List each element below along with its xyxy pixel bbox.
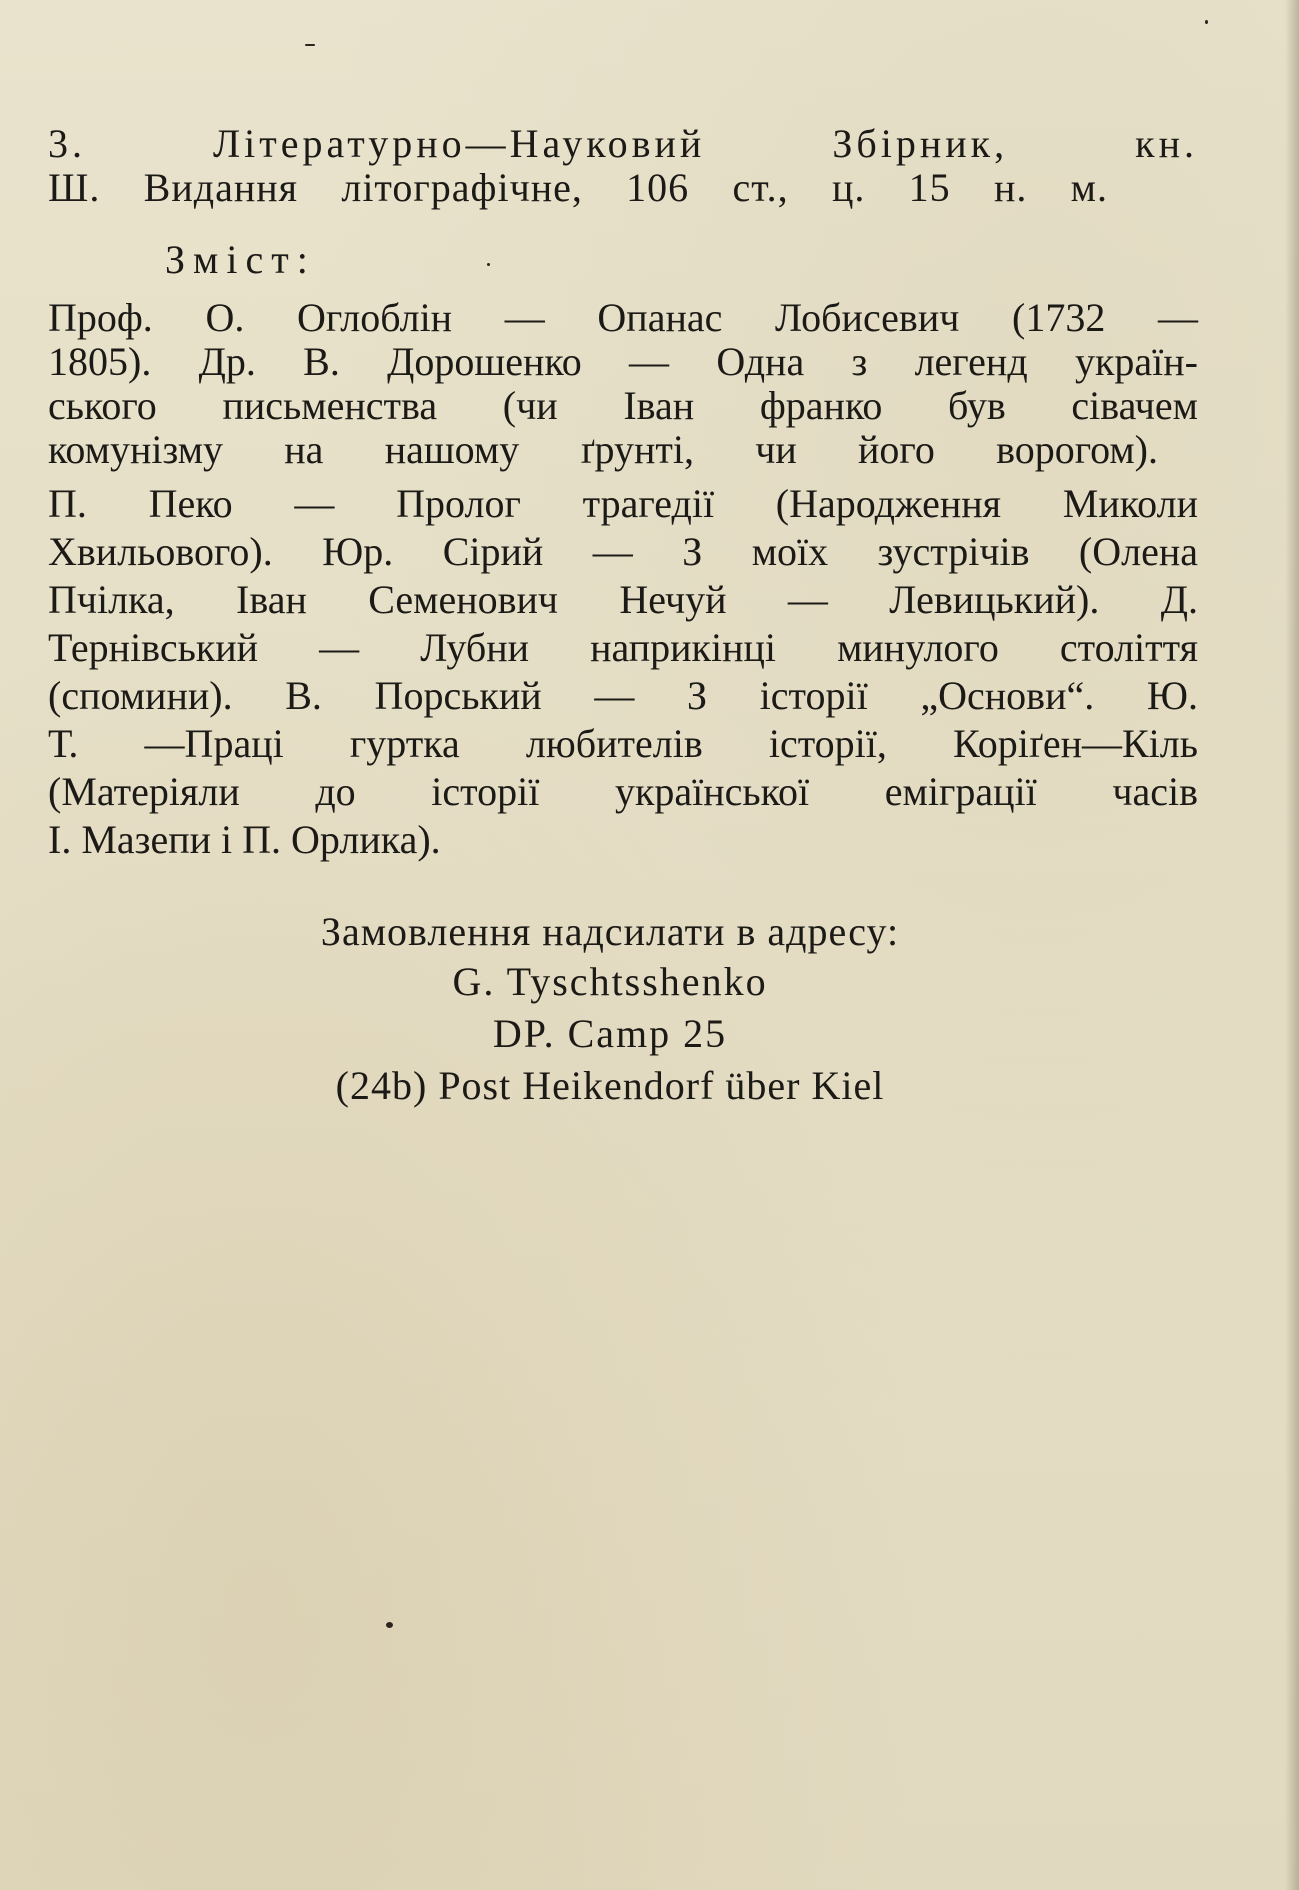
contents-line: (Матеріяли до історії української еміграції часів (48, 769, 1198, 814)
contents-line: Проф. О. Оглоблін — Опанас Лобисевич (1732 — (48, 295, 1198, 340)
contents-line: Т. —Праці гуртка любителів історії, Коріґен—Кіль (48, 721, 1198, 766)
entry-edition-line: Ш. Видання літографічне, 106 ст., ц. 15 н. м. (48, 165, 1108, 210)
ink-speck (1205, 20, 1208, 24)
contents-line: (спомини). В. Порський — З історії „Основи“. Ю. (48, 673, 1198, 718)
contents-heading: Зміст: (165, 237, 316, 282)
contents-line: ського письменства (чи Іван франко був сівачем (48, 383, 1198, 428)
order-label: Замовлення надсилати в адресу: (320, 909, 900, 954)
contents-line: комунізму на нашому ґрунті, чи його ворогом). (48, 427, 1158, 472)
ink-speck (305, 44, 315, 46)
contents-line: І. Мазепи і П. Орлика). (48, 817, 441, 862)
ink-speck (487, 263, 490, 266)
contents-line: Пчілка, Іван Семенович Нечуй — Левицький). Д. (48, 577, 1198, 622)
order-camp: DP. Camp 25 (492, 1011, 728, 1056)
contents-line: Хвильового). Юр. Сірий — З моїх зустрічів (Олена (48, 529, 1198, 574)
contents-line: Тернівський — Лубни наприкінці минулого століття (48, 625, 1198, 670)
entry-title-line: 3. Літературно—Науковий Збірник, кн. (48, 121, 1198, 166)
page-edge-shadow (1285, 0, 1299, 1890)
contents-line: П. Пеко — Пролог трагедії (Народження Миколи (48, 481, 1198, 526)
order-name: G. Tyschtsshenko (452, 959, 768, 1004)
ink-speck (386, 1622, 393, 1628)
contents-line: 1805). Др. В. Дорошенко — Одна з легенд україн- (48, 339, 1198, 384)
order-post-address: (24b) Post Heikendorf über Kiel (335, 1063, 885, 1108)
